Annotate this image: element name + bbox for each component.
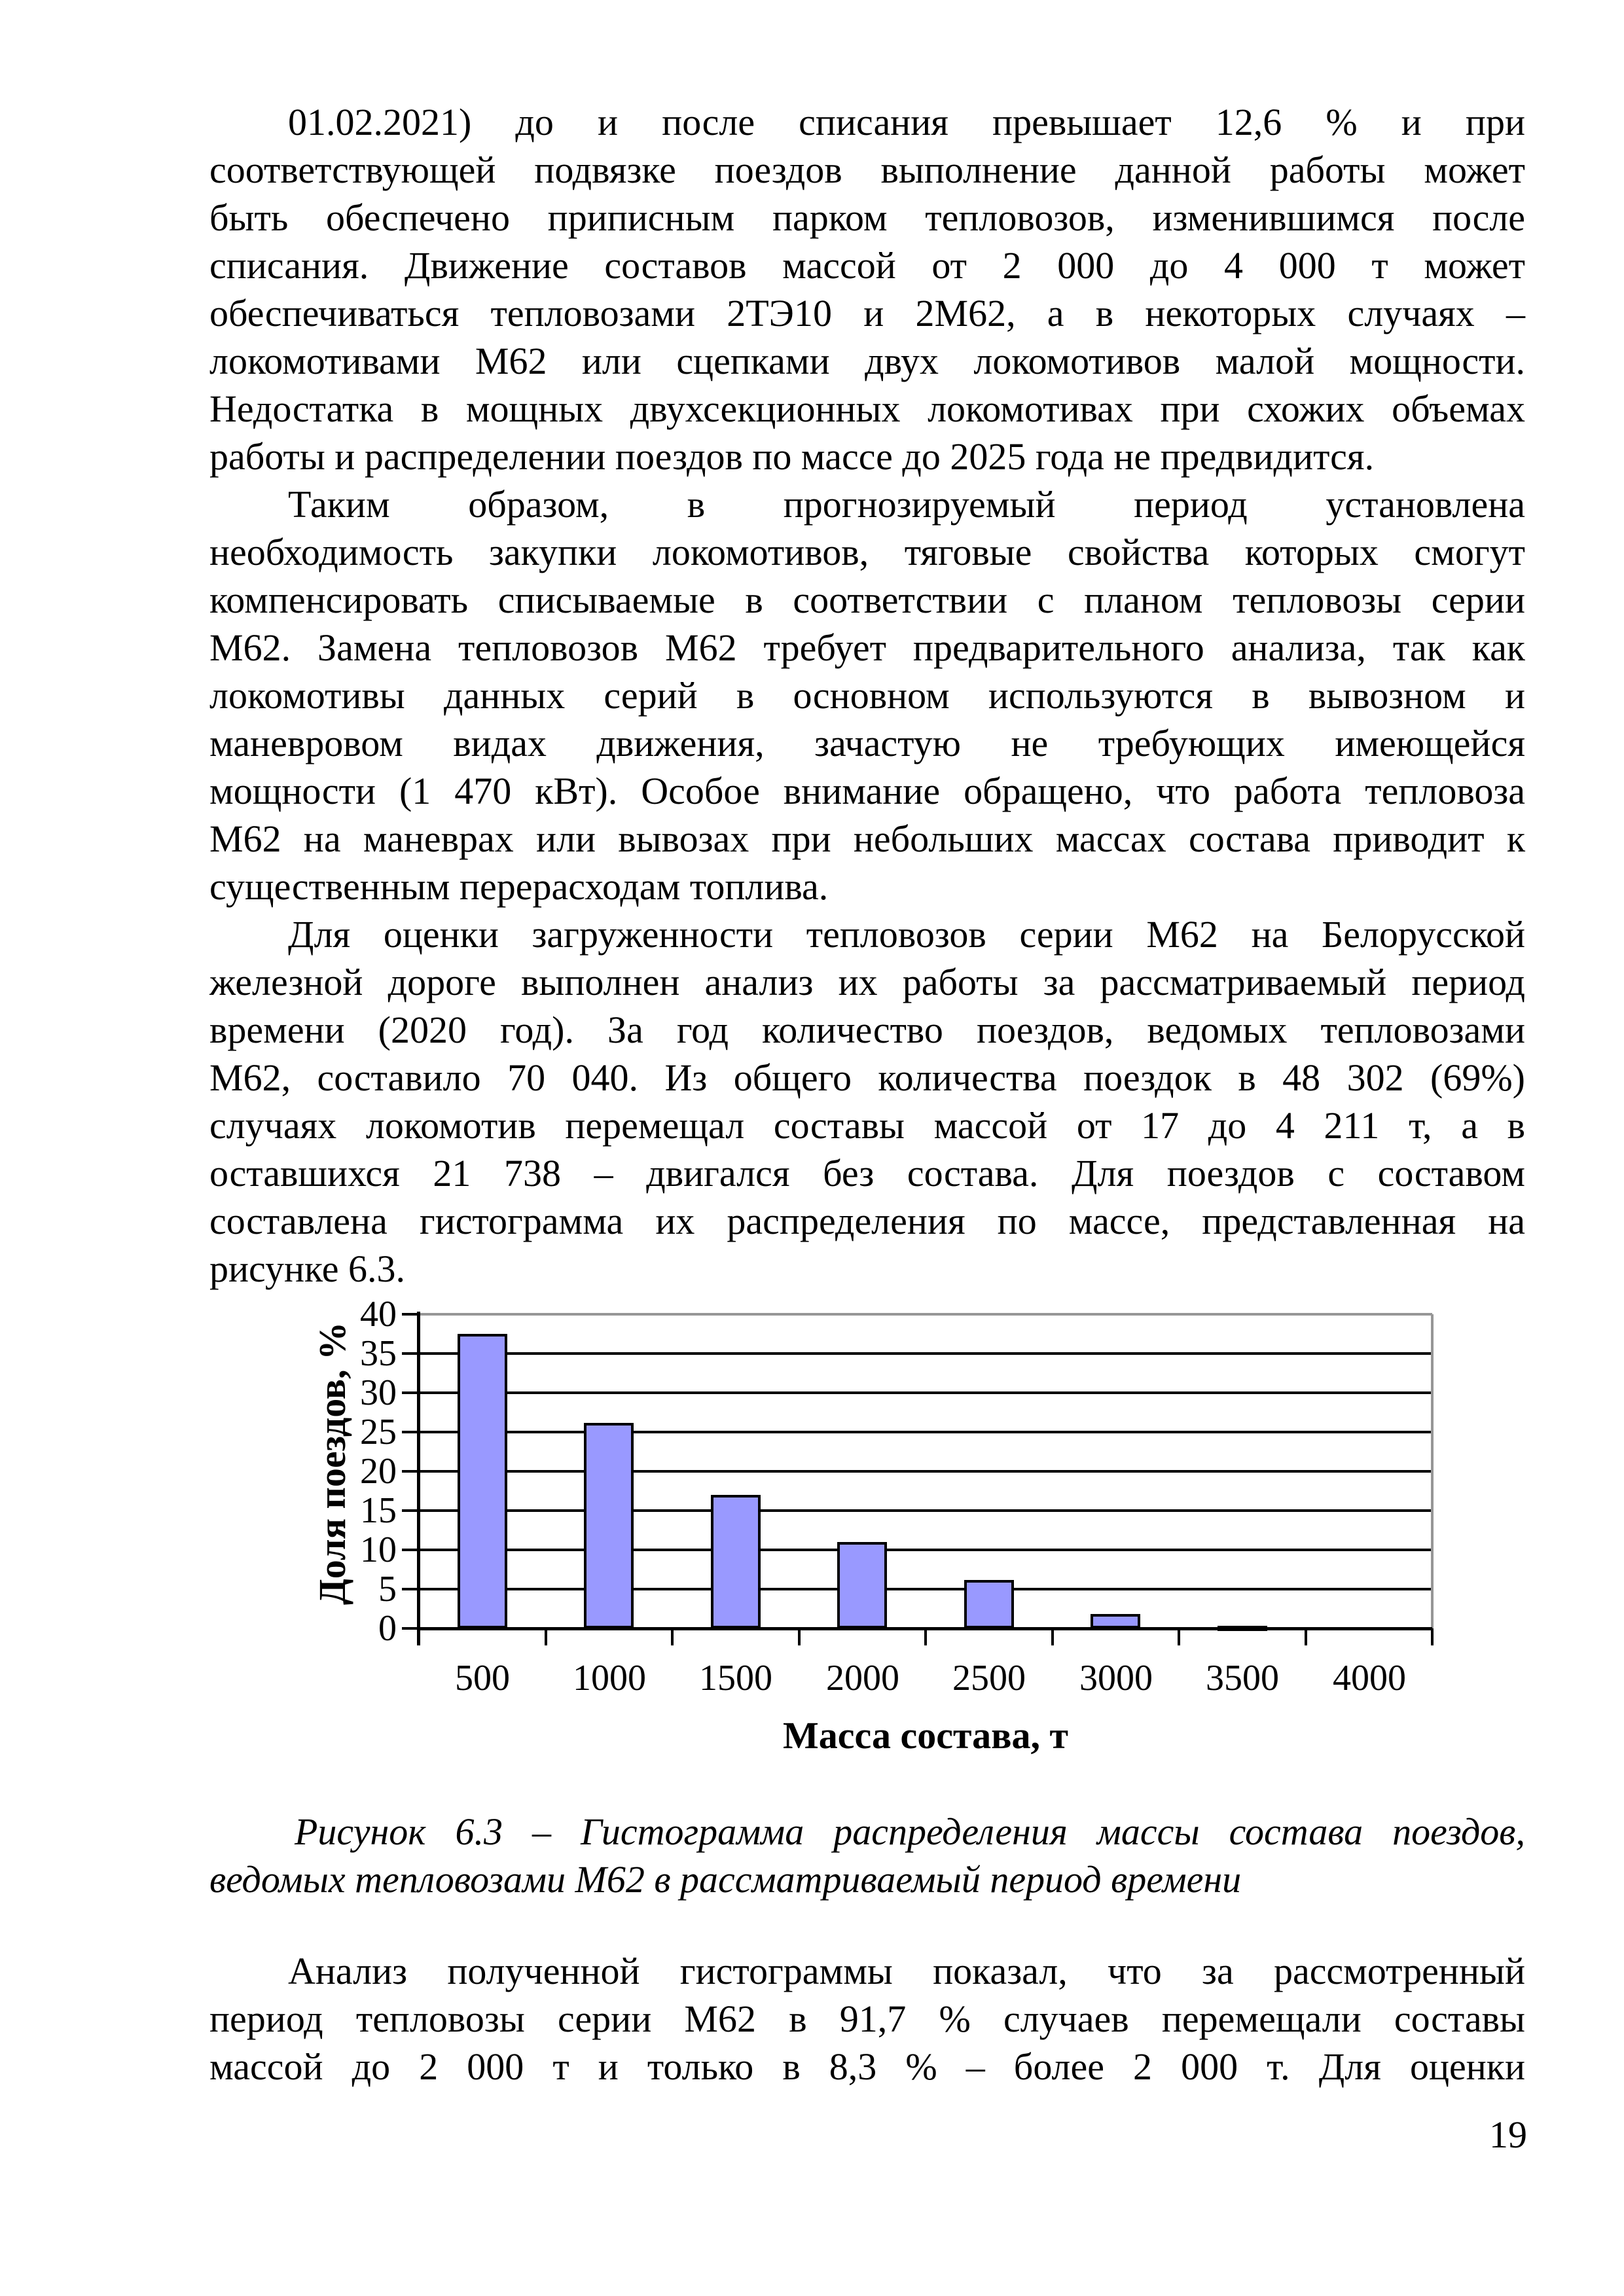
x-tick-label: 2000: [826, 1658, 899, 1698]
chart-bar: [584, 1423, 634, 1628]
y-tick-label: 25: [360, 1412, 397, 1452]
y-axis-tick: [402, 1470, 419, 1473]
x-tick-label: 3000: [1079, 1658, 1153, 1698]
p2-text-line: существенным перерасходам топлива.: [209, 865, 829, 908]
page-number: 19: [1489, 2113, 1527, 2156]
chart-bar: [711, 1495, 761, 1628]
x-axis-tick: [671, 1628, 674, 1645]
y-tick-label: 20: [360, 1451, 397, 1492]
grid-line: [419, 1588, 1432, 1590]
chart-bar: [837, 1542, 887, 1628]
chart-bar: [964, 1580, 1014, 1628]
plot-frame-right: [1431, 1314, 1434, 1628]
x-axis-tick: [1178, 1628, 1180, 1645]
y-axis-title: Доля поездов, %: [311, 1321, 353, 1605]
p3-text-line: железной дороге выполнен анализ их работы за рассматриваемый период: [209, 961, 1525, 1003]
x-axis-tick: [798, 1628, 801, 1645]
grid-line: [419, 1509, 1432, 1512]
y-axis-tick: [402, 1391, 419, 1394]
x-tick-label: 1000: [573, 1658, 646, 1698]
caption-text-line: ведомых тепловозами М62 в рассматриваемый период времени: [209, 1858, 1242, 1901]
p1-text-line: Недостатка в мощных двухсекционных локомотивах при схожих объемах: [209, 387, 1525, 430]
p4-text-line: Анализ полученной гистограммы показал, что за рассмотренный: [288, 1950, 1525, 1992]
chart-bar: [1091, 1614, 1140, 1628]
figure-caption: [209, 1808, 1525, 1903]
y-axis-tick: [402, 1509, 419, 1512]
y-axis-tick: [402, 1352, 419, 1355]
x-axis-tick: [1431, 1628, 1434, 1645]
y-tick-label: 40: [360, 1294, 397, 1335]
p4-text-line: период тепловозы серии М62 в 91,7 % случаев перемещали составы: [209, 1998, 1525, 2040]
caption-text-line: Рисунок 6.3 – Гистограмма распределения массы состава поездов,: [295, 1810, 1525, 1853]
x-axis-tick: [418, 1628, 420, 1645]
p2-text-line: необходимость закупки локомотивов, тяговые свойства которых смогут: [209, 531, 1525, 573]
x-tick-label: 3500: [1206, 1658, 1279, 1698]
p3-text-line: Для оценки загруженности тепловозов серии М62 на Белорусской: [288, 913, 1525, 956]
x-tick-label: 2500: [952, 1658, 1026, 1698]
x-tick-label: 4000: [1333, 1658, 1406, 1698]
p1-text-line: работы и распределении поездов по массе до 2025 года не предвидится.: [209, 435, 1375, 478]
body-text-block-1: [209, 98, 1525, 1293]
y-axis-line: [417, 1312, 420, 1645]
p3-text-line: случаях локомотив перемещал составы массой от 17 до 4 211 т, а в: [209, 1104, 1525, 1147]
p1-text-line: обеспечиваться тепловозами 2ТЭ10 и 2М62, а в некоторых случаях –: [209, 292, 1525, 334]
grid-line: [419, 1431, 1432, 1433]
y-tick-label: 35: [360, 1333, 397, 1374]
p1-text-line: списания. Движение составов массой от 2 000 до 4 000 т может: [209, 244, 1525, 287]
x-tick-label: 1500: [699, 1658, 772, 1698]
y-tick-label: 0: [378, 1608, 397, 1649]
p1-text-line: 01.02.2021) до и после списания превышает 12,6 % и при: [288, 101, 1525, 143]
p3-text-line: составлена гистограмма их распределения по массе, представленная на: [209, 1200, 1525, 1242]
p1-text-line: быть обеспечено приписным парком тепловозов, изменившимся после: [209, 196, 1525, 239]
p4-text-line: массой до 2 000 т и только в 8,3 % – более 2 000 т. Для оценки: [209, 2045, 1525, 2088]
body-text-block-2: [209, 1947, 1525, 2090]
y-axis-tick: [402, 1313, 419, 1316]
y-tick-label: 15: [360, 1490, 397, 1531]
grid-line: [419, 1391, 1432, 1394]
p1-text-line: локомотивами М62 или сцепками двух локомотивов малой мощности.: [209, 340, 1525, 382]
p2-text-line: локомотивы данных серий в основном используются в вывозном и: [209, 674, 1525, 717]
p2-text-line: мощности (1 470 кВт). Особое внимание обращено, что работа тепловоза: [209, 770, 1525, 812]
y-axis-tick: [402, 1549, 419, 1551]
y-axis-tick: [402, 1627, 419, 1630]
x-axis-tick: [545, 1628, 547, 1645]
p1-text-line: соответствующей подвязке поездов выполнение данной работы может: [209, 149, 1525, 191]
p3-text-line: рисунке 6.3.: [209, 1247, 406, 1290]
y-axis-tick: [402, 1588, 419, 1590]
p2-text-line: маневровом видах движения, зачастую не требующих имеющейся: [209, 722, 1525, 764]
plot-frame-top: [419, 1313, 1432, 1316]
x-axis-tick: [924, 1628, 927, 1645]
p3-text-line: оставшихся 21 738 – двигался без состава. Для поездов с составом: [209, 1152, 1525, 1194]
p3-text-line: времени (2020 год). За год количество поездов, ведомых тепловозами: [209, 1009, 1525, 1051]
grid-line: [419, 1470, 1432, 1473]
x-axis-tick: [1051, 1628, 1054, 1645]
y-tick-label: 5: [378, 1569, 397, 1609]
y-axis-tick: [402, 1431, 419, 1433]
p2-text-line: М62. Замена тепловозов М62 требует предварительного анализа, так как: [209, 626, 1525, 669]
x-axis-title: Масса состава, т: [783, 1714, 1068, 1757]
x-axis-tick: [1305, 1628, 1307, 1645]
p2-text-line: Таким образом, в прогнозируемый период установлена: [288, 483, 1525, 526]
y-tick-label: 10: [360, 1530, 397, 1570]
grid-line: [419, 1352, 1432, 1355]
y-tick-label: 30: [360, 1372, 397, 1413]
p2-text-line: М62 на маневрах или вывозах при небольших массах состава приводит к: [209, 817, 1525, 860]
p2-text-line: компенсировать списываемые в соответствии с планом тепловозы серии: [209, 579, 1525, 621]
chart-bar: [458, 1334, 507, 1628]
grid-line: [419, 1549, 1432, 1551]
p3-text-line: М62, составило 70 040. Из общего количества поездок в 48 302 (69%): [209, 1056, 1525, 1099]
x-tick-label: 500: [455, 1658, 510, 1698]
